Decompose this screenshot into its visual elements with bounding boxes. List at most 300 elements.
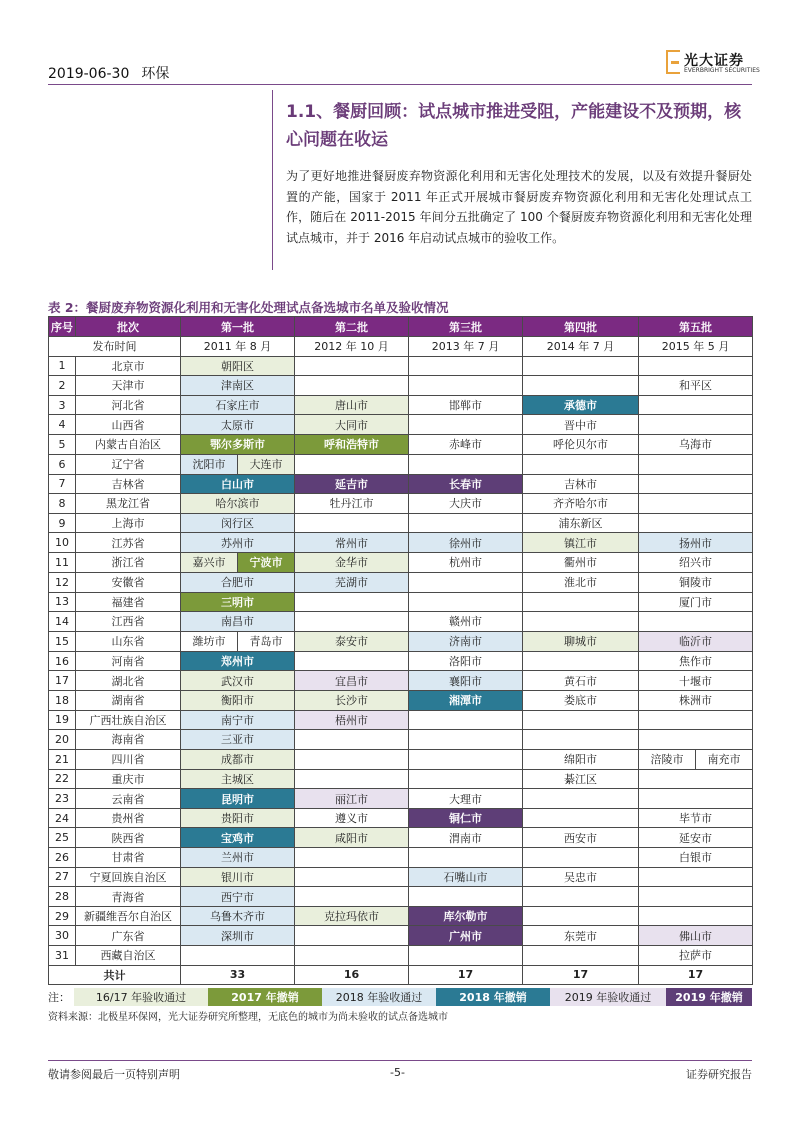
report-date-category <box>48 63 181 83</box>
city-cell: 丽江市 <box>295 789 409 809</box>
table-row <box>49 572 753 592</box>
city-cell: 铜仁市 <box>409 808 523 828</box>
city-cell: 佛山市 <box>639 926 753 946</box>
city-cell <box>523 651 639 671</box>
city-cell <box>295 513 409 533</box>
table-row <box>49 494 753 514</box>
table-row <box>49 552 753 572</box>
table-row <box>49 848 753 868</box>
city-cell: 闵行区 <box>181 513 295 533</box>
province-name: 甘肃省 <box>76 848 181 868</box>
city-cell: 昆明市 <box>181 789 295 809</box>
row-number: 8 <box>49 494 76 514</box>
city-cell: 聊城市 <box>523 631 639 651</box>
table-row <box>49 926 753 946</box>
section-vertical-rule <box>272 90 273 270</box>
city-cell <box>409 415 523 435</box>
province-name: 广西壮族自治区 <box>76 710 181 730</box>
city-cell: 毕节市 <box>639 808 753 828</box>
city-cell: 綦江区 <box>523 769 639 789</box>
total-value: 17 <box>409 965 523 985</box>
province-name: 河北省 <box>76 395 181 415</box>
row-number: 23 <box>49 789 76 809</box>
city-cell: 西宁市 <box>181 887 295 907</box>
city-cell <box>523 592 639 612</box>
row-number: 29 <box>49 906 76 926</box>
city-name: 涪陵市 <box>650 753 684 767</box>
city-cell <box>639 454 753 474</box>
province-name: 青海省 <box>76 887 181 907</box>
city-cell <box>295 651 409 671</box>
table-row <box>49 887 753 907</box>
city-cell: 乌鲁木齐市 <box>181 906 295 926</box>
city-cell <box>523 946 639 966</box>
city-cell: 南昌市 <box>181 612 295 632</box>
city-cell: 合肥市 <box>181 572 295 592</box>
table-title: 表 2：餐厨废弃物资源化利用和无害化处理试点备选城市名单及验收情况 <box>48 300 449 315</box>
total-value: 17 <box>639 965 753 985</box>
city-cell: 武汉市 <box>181 671 295 691</box>
city-cell <box>523 906 639 926</box>
city-cell <box>523 887 639 907</box>
release-date-cell: 2015 年 5 月 <box>639 337 753 357</box>
city-cell: 贵阳市 <box>181 808 295 828</box>
city-cell <box>639 474 753 494</box>
header-cell: 第四批 <box>523 317 639 337</box>
header-cell: 序号 <box>49 317 76 337</box>
city-cell <box>409 887 523 907</box>
province-name: 辽宁省 <box>76 454 181 474</box>
province-name: 重庆市 <box>76 769 181 789</box>
city-cell <box>409 710 523 730</box>
city-cell: 呼和浩特市 <box>295 434 409 454</box>
city-cell: 梧州市 <box>295 710 409 730</box>
row-number: 19 <box>49 710 76 730</box>
city-cell: 镇江市 <box>523 533 639 553</box>
split-city-cell <box>181 553 294 572</box>
city-cell <box>295 376 409 396</box>
total-value: 17 <box>523 965 639 985</box>
city-cell: 衢州市 <box>523 552 639 572</box>
city-cell <box>409 513 523 533</box>
city-cell: 遵义市 <box>295 808 409 828</box>
total-row <box>49 965 753 985</box>
province-name: 福建省 <box>76 592 181 612</box>
header-cell: 第三批 <box>409 317 523 337</box>
city-cell <box>295 730 409 750</box>
city-cell: 三亚市 <box>181 730 295 750</box>
city-cell <box>639 612 753 632</box>
city-cell <box>181 631 295 651</box>
table-row <box>49 356 753 376</box>
header-cell: 批次 <box>76 317 181 337</box>
city-cell: 大理市 <box>409 789 523 809</box>
city-name: 青岛市 <box>237 632 294 651</box>
city-cell: 银川市 <box>181 867 295 887</box>
table-row <box>49 730 753 750</box>
city-cell: 白银市 <box>639 848 753 868</box>
header-cell: 第二批 <box>295 317 409 337</box>
table-row <box>49 651 753 671</box>
city-cell <box>409 572 523 592</box>
table-row <box>49 808 753 828</box>
row-number: 31 <box>49 946 76 966</box>
city-cell: 鄂尔多斯市 <box>181 434 295 454</box>
city-cell <box>409 848 523 868</box>
split-city-cell <box>639 750 752 769</box>
province-name: 天津市 <box>76 376 181 396</box>
release-date-row <box>49 337 753 357</box>
city-cell: 郑州市 <box>181 651 295 671</box>
table-row <box>49 710 753 730</box>
city-cell: 大庆市 <box>409 494 523 514</box>
city-cell <box>523 789 639 809</box>
city-cell: 大同市 <box>295 415 409 435</box>
city-cell: 吴忠市 <box>523 867 639 887</box>
city-cell <box>639 906 753 926</box>
city-cell: 东莞市 <box>523 926 639 946</box>
city-cell: 克拉玛依市 <box>295 906 409 926</box>
table-row <box>49 631 753 651</box>
city-cell: 绵阳市 <box>523 749 639 769</box>
city-cell <box>639 710 753 730</box>
city-cell: 牡丹江市 <box>295 494 409 514</box>
city-cell <box>409 592 523 612</box>
city-cell <box>181 552 295 572</box>
release-date-cell: 2013 年 7 月 <box>409 337 523 357</box>
city-cell: 成都市 <box>181 749 295 769</box>
city-cell <box>523 612 639 632</box>
row-number: 22 <box>49 769 76 789</box>
legend-item: 2019 年撤销 <box>666 988 752 1006</box>
city-cell <box>639 769 753 789</box>
province-name: 广东省 <box>76 926 181 946</box>
row-number: 17 <box>49 671 76 691</box>
city-cell: 拉萨市 <box>639 946 753 966</box>
row-number: 27 <box>49 867 76 887</box>
table-header-row <box>49 317 753 337</box>
city-cell: 邯郸市 <box>409 395 523 415</box>
city-cell: 绍兴市 <box>639 552 753 572</box>
table-row <box>49 513 753 533</box>
city-cell: 晋中市 <box>523 415 639 435</box>
city-cell: 津南区 <box>181 376 295 396</box>
city-cell <box>639 494 753 514</box>
city-cell: 厦门市 <box>639 592 753 612</box>
color-legend <box>48 988 752 1006</box>
city-cell <box>295 848 409 868</box>
everbright-logo <box>666 50 760 76</box>
section-title: 1.1、餐厨回顾：试点城市推进受阻，产能建设不及预期，核心问题在收运 <box>286 102 742 150</box>
logo-mark-icon <box>666 50 680 74</box>
row-number: 2 <box>49 376 76 396</box>
source-note: 资料来源：北极星环保网，光大证券研究所整理，无底色的城市为尚未验收的试点备选城市 <box>48 1012 448 1023</box>
city-cell: 铜陵市 <box>639 572 753 592</box>
release-date-cell: 2012 年 10 月 <box>295 337 409 357</box>
city-cell <box>295 612 409 632</box>
city-cell: 石嘴山市 <box>409 867 523 887</box>
city-cell: 芜湖市 <box>295 572 409 592</box>
city-cell: 太原市 <box>181 415 295 435</box>
city-cell <box>409 946 523 966</box>
legend-item: 2018 年验收通过 <box>322 988 436 1006</box>
city-cell: 吉林市 <box>523 474 639 494</box>
row-number: 3 <box>49 395 76 415</box>
city-cell: 淮北市 <box>523 572 639 592</box>
row-number: 18 <box>49 690 76 710</box>
city-cell: 长沙市 <box>295 690 409 710</box>
footer-report-type: 证券研究报告 <box>686 1068 752 1081</box>
city-cell: 赤峰市 <box>409 434 523 454</box>
province-name: 陕西省 <box>76 828 181 848</box>
footer-divider <box>48 1060 752 1061</box>
row-number: 25 <box>49 828 76 848</box>
split-city-cell <box>181 632 294 651</box>
table-row <box>49 376 753 396</box>
legend-label: 注： <box>48 991 70 1004</box>
province-name: 黑龙江省 <box>76 494 181 514</box>
city-cell: 石家庄市 <box>181 395 295 415</box>
header-cell: 第一批 <box>181 317 295 337</box>
city-cell <box>639 356 753 376</box>
table-row <box>49 434 753 454</box>
city-cell: 宝鸡市 <box>181 828 295 848</box>
row-number: 26 <box>49 848 76 868</box>
city-cell: 三明市 <box>181 592 295 612</box>
city-cell <box>295 749 409 769</box>
row-number: 1 <box>49 356 76 376</box>
city-cell: 浦东新区 <box>523 513 639 533</box>
city-cell: 十堰市 <box>639 671 753 691</box>
province-name: 北京市 <box>76 356 181 376</box>
city-cell: 延安市 <box>639 828 753 848</box>
province-name: 新疆维吾尔自治区 <box>76 906 181 926</box>
city-cell: 库尔勒市 <box>409 906 523 926</box>
city-cell <box>295 356 409 376</box>
row-number: 13 <box>49 592 76 612</box>
city-cell: 兰州市 <box>181 848 295 868</box>
city-cell <box>295 926 409 946</box>
city-cell <box>295 769 409 789</box>
city-cell: 赣州市 <box>409 612 523 632</box>
total-value: 33 <box>181 965 295 985</box>
province-name: 江西省 <box>76 612 181 632</box>
city-cell: 常州市 <box>295 533 409 553</box>
row-number: 30 <box>49 926 76 946</box>
logo-text-cn: 光大证券 <box>684 53 744 69</box>
city-cell: 朝阳区 <box>181 356 295 376</box>
header-cell: 第五批 <box>639 317 753 337</box>
city-cell <box>523 454 639 474</box>
city-cell <box>639 513 753 533</box>
city-cell: 焦作市 <box>639 651 753 671</box>
city-name: 大连市 <box>237 455 294 474</box>
row-number: 9 <box>49 513 76 533</box>
table-row <box>49 454 753 474</box>
release-date-cell: 2011 年 8 月 <box>181 337 295 357</box>
city-name: 嘉兴市 <box>181 553 237 572</box>
row-number: 4 <box>49 415 76 435</box>
city-cell: 广州市 <box>409 926 523 946</box>
legend-item: 2017 年撤销 <box>208 988 322 1006</box>
table-row <box>49 474 753 494</box>
city-cell: 济南市 <box>409 631 523 651</box>
table-row <box>49 592 753 612</box>
province-name: 江苏省 <box>76 533 181 553</box>
table-row <box>49 395 753 415</box>
row-number: 20 <box>49 730 76 750</box>
city-cell: 南宁市 <box>181 710 295 730</box>
row-number: 6 <box>49 454 76 474</box>
city-cell: 延吉市 <box>295 474 409 494</box>
province-name: 吉林省 <box>76 474 181 494</box>
province-name: 西藏自治区 <box>76 946 181 966</box>
city-cell <box>295 592 409 612</box>
city-cell: 宜昌市 <box>295 671 409 691</box>
city-cell <box>295 867 409 887</box>
report-date: 2019-06-30 <box>48 66 130 82</box>
city-cell <box>295 887 409 907</box>
city-name: 潍坊市 <box>192 635 226 649</box>
table-row <box>49 769 753 789</box>
city-cell <box>523 808 639 828</box>
city-cell: 哈尔滨市 <box>181 494 295 514</box>
table-row <box>49 946 753 966</box>
city-cell <box>295 946 409 966</box>
row-number: 24 <box>49 808 76 828</box>
table-row <box>49 828 753 848</box>
province-name: 上海市 <box>76 513 181 533</box>
city-cell: 泰安市 <box>295 631 409 651</box>
city-cell: 呼伦贝尔市 <box>523 434 639 454</box>
city-cell <box>523 848 639 868</box>
province-name: 浙江省 <box>76 552 181 572</box>
city-cell: 衡阳市 <box>181 690 295 710</box>
city-cell <box>639 395 753 415</box>
release-date-label: 发布时间 <box>49 337 181 357</box>
row-number: 5 <box>49 434 76 454</box>
row-number: 15 <box>49 631 76 651</box>
city-cell: 株洲市 <box>639 690 753 710</box>
city-cell <box>409 749 523 769</box>
row-number: 16 <box>49 651 76 671</box>
city-cell: 苏州市 <box>181 533 295 553</box>
province-name: 山西省 <box>76 415 181 435</box>
city-cell: 齐齐哈尔市 <box>523 494 639 514</box>
city-cell: 渭南市 <box>409 828 523 848</box>
city-cell <box>523 710 639 730</box>
city-cell: 徐州市 <box>409 533 523 553</box>
section-paragraph: 为了更好地推进餐厨废弃物资源化利用和无害化处理技术的发展，以及有效提升餐厨处置的产能，国家于 2011 年正式开展城市餐厨废弃物资源化利用和无害化处理试点工作，随后在 2011-2015 年间分五批确定了 100 个餐厨废弃物资源化利用和无害化处理试点城市，并于 2016 年启动试点城市的验收工作。 <box>286 169 752 245</box>
footer-disclaimer: 敬请参阅最后一页特别声明 <box>48 1068 180 1081</box>
pilot-cities-table <box>48 316 753 985</box>
city-cell <box>409 376 523 396</box>
city-name: 宁波市 <box>237 553 294 572</box>
province-name: 四川省 <box>76 749 181 769</box>
city-cell: 承德市 <box>523 395 639 415</box>
city-cell: 黄石市 <box>523 671 639 691</box>
table-row <box>49 789 753 809</box>
legend-item: 2018 年撤销 <box>436 988 550 1006</box>
release-date-cell: 2014 年 7 月 <box>523 337 639 357</box>
province-name: 宁夏回族自治区 <box>76 867 181 887</box>
total-value: 16 <box>295 965 409 985</box>
city-cell: 湘潭市 <box>409 690 523 710</box>
row-number: 7 <box>49 474 76 494</box>
province-name: 内蒙古自治区 <box>76 434 181 454</box>
city-cell: 金华市 <box>295 552 409 572</box>
row-number: 28 <box>49 887 76 907</box>
table-row <box>49 533 753 553</box>
province-name: 山东省 <box>76 631 181 651</box>
city-cell: 和平区 <box>639 376 753 396</box>
city-cell <box>639 415 753 435</box>
table-row <box>49 671 753 691</box>
province-name: 安徽省 <box>76 572 181 592</box>
city-cell <box>639 789 753 809</box>
page-number: -5- <box>390 1066 405 1079</box>
city-cell <box>639 749 753 769</box>
row-number: 14 <box>49 612 76 632</box>
city-cell <box>523 730 639 750</box>
city-cell: 扬州市 <box>639 533 753 553</box>
city-cell: 娄底市 <box>523 690 639 710</box>
city-cell: 长春市 <box>409 474 523 494</box>
header-divider <box>48 84 752 85</box>
city-cell <box>639 730 753 750</box>
city-cell <box>409 769 523 789</box>
city-cell: 西安市 <box>523 828 639 848</box>
city-cell <box>639 867 753 887</box>
city-cell <box>181 454 295 474</box>
table-row <box>49 690 753 710</box>
city-cell <box>409 356 523 376</box>
city-cell: 杭州市 <box>409 552 523 572</box>
city-cell: 乌海市 <box>639 434 753 454</box>
city-cell <box>523 356 639 376</box>
table-row <box>49 749 753 769</box>
total-label: 共计 <box>49 965 181 985</box>
legend-item: 16/17 年验收通过 <box>74 988 208 1006</box>
table-row <box>49 612 753 632</box>
row-number: 10 <box>49 533 76 553</box>
split-city-cell <box>181 455 294 474</box>
city-cell: 襄阳市 <box>409 671 523 691</box>
city-cell: 白山市 <box>181 474 295 494</box>
table-row <box>49 415 753 435</box>
report-category: 环保 <box>141 66 170 82</box>
city-cell: 主城区 <box>181 769 295 789</box>
city-cell <box>523 376 639 396</box>
city-name: 沈阳市 <box>181 455 237 474</box>
row-number: 11 <box>49 552 76 572</box>
province-name: 贵州省 <box>76 808 181 828</box>
province-name: 海南省 <box>76 730 181 750</box>
city-cell <box>295 454 409 474</box>
city-cell <box>409 454 523 474</box>
table-row <box>49 906 753 926</box>
table-row <box>49 867 753 887</box>
city-cell: 咸阳市 <box>295 828 409 848</box>
row-number: 12 <box>49 572 76 592</box>
province-name: 湖南省 <box>76 690 181 710</box>
city-cell: 洛阳市 <box>409 651 523 671</box>
province-name: 云南省 <box>76 789 181 809</box>
city-cell <box>409 730 523 750</box>
logo-text-en: EVERBRIGHT SECURITIES <box>684 67 760 74</box>
legend-item: 2019 年验收通过 <box>550 988 666 1006</box>
province-name: 河南省 <box>76 651 181 671</box>
